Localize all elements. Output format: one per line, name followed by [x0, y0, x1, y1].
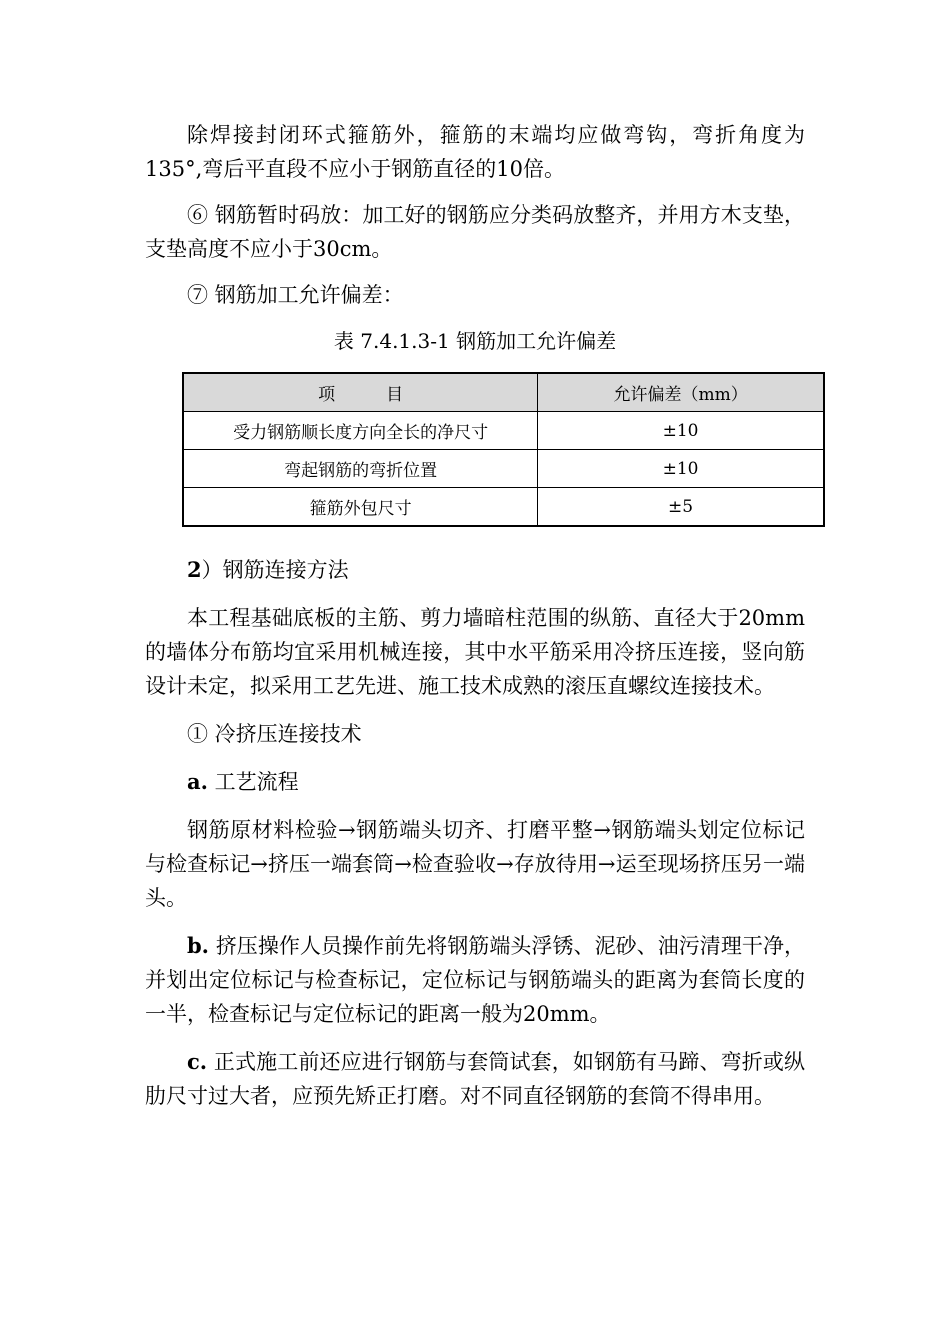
paragraph-cold-extrusion-title: ① 冷挤压连接技术 — [187, 722, 362, 746]
section-heading-text: ）钢筋连接方法 — [201, 558, 349, 582]
table-caption: 表 7.4.1.3-1 钢筋加工允许偏差 — [333, 329, 617, 353]
table-cell-item: 弯起钢筋的弯折位置 — [183, 450, 538, 488]
section-heading-number: 2 — [187, 557, 202, 582]
section-heading-connection-method — [145, 553, 805, 587]
item-text-a: 工艺流程 — [207, 770, 299, 794]
table-cell-tolerance: ±10 — [538, 412, 824, 450]
item-label-a: a. — [187, 769, 208, 794]
paragraph-tolerance-intro: ⑦ 钢筋加工允许偏差： — [187, 283, 404, 307]
table-cell-tolerance: ±5 — [538, 488, 824, 527]
paragraph-item-c — [145, 1045, 805, 1113]
item-label-b: b. — [187, 933, 209, 958]
table-header-item: 项 目 — [183, 373, 538, 412]
table-cell-item: 箍筋外包尺寸 — [183, 488, 538, 527]
paragraph-item-b — [145, 929, 805, 1031]
paragraph-process-flow: 钢筋原材料检验→钢筋端头切齐、打磨平整→钢筋端头划定位标记与检查标记→挤压一端套筒→检查验收→存放待用→运至现场挤压另一端头。 — [145, 818, 805, 910]
table-header-row — [183, 373, 824, 412]
paragraph-temporary-stacking: ⑥ 钢筋暂时码放：加工好的钢筋应分类码放整齐，并用方木支垫，支垫高度不应小于30cm。 — [145, 203, 805, 261]
paragraph-mechanical-connection: 本工程基础底板的主筋、剪力墙暗柱范围的纵筋、直径大于20mm的墙体分布筋均宜采用机械连接，其中水平筋采用冷挤压连接，竖向筋设计未定，拟采用工艺先进、施工技术成熟的滚压直螺纹连接技术。 — [145, 606, 805, 698]
paragraph-stirrup-hook: 除焊接封闭环式箍筋外，箍筋的末端均应做弯钩，弯折角度为135°,弯后平直段不应小于钢筋直径的10倍。 — [145, 123, 805, 181]
item-text-c: 正式施工前还应进行钢筋与套筒试套，如钢筋有马蹄、弯折或纵肋尺寸过大者，应预先矫正打磨。对不同直径钢筋的套筒不得串用。 — [145, 1050, 805, 1108]
table-cell-tolerance: ±10 — [538, 450, 824, 488]
item-text-b: 挤压操作人员操作前先将钢筋端头浮锈、泥砂、油污清理干净，并划出定位标记与检查标记，定位标记与钢筋端头的距离为套筒长度的一半，检查标记与定位标记的距离一般为20mm。 — [145, 934, 805, 1026]
paragraph-process-flow-heading — [145, 765, 805, 799]
table-row — [183, 488, 824, 527]
table-row — [183, 450, 824, 488]
tolerance-table — [182, 372, 825, 527]
document-page — [145, 118, 805, 1113]
table-row — [183, 412, 824, 450]
table-cell-item: 受力钢筋顺长度方向全长的净尺寸 — [183, 412, 538, 450]
item-label-c: c. — [187, 1049, 208, 1074]
table-header-tolerance: 允许偏差（mm） — [538, 373, 824, 412]
